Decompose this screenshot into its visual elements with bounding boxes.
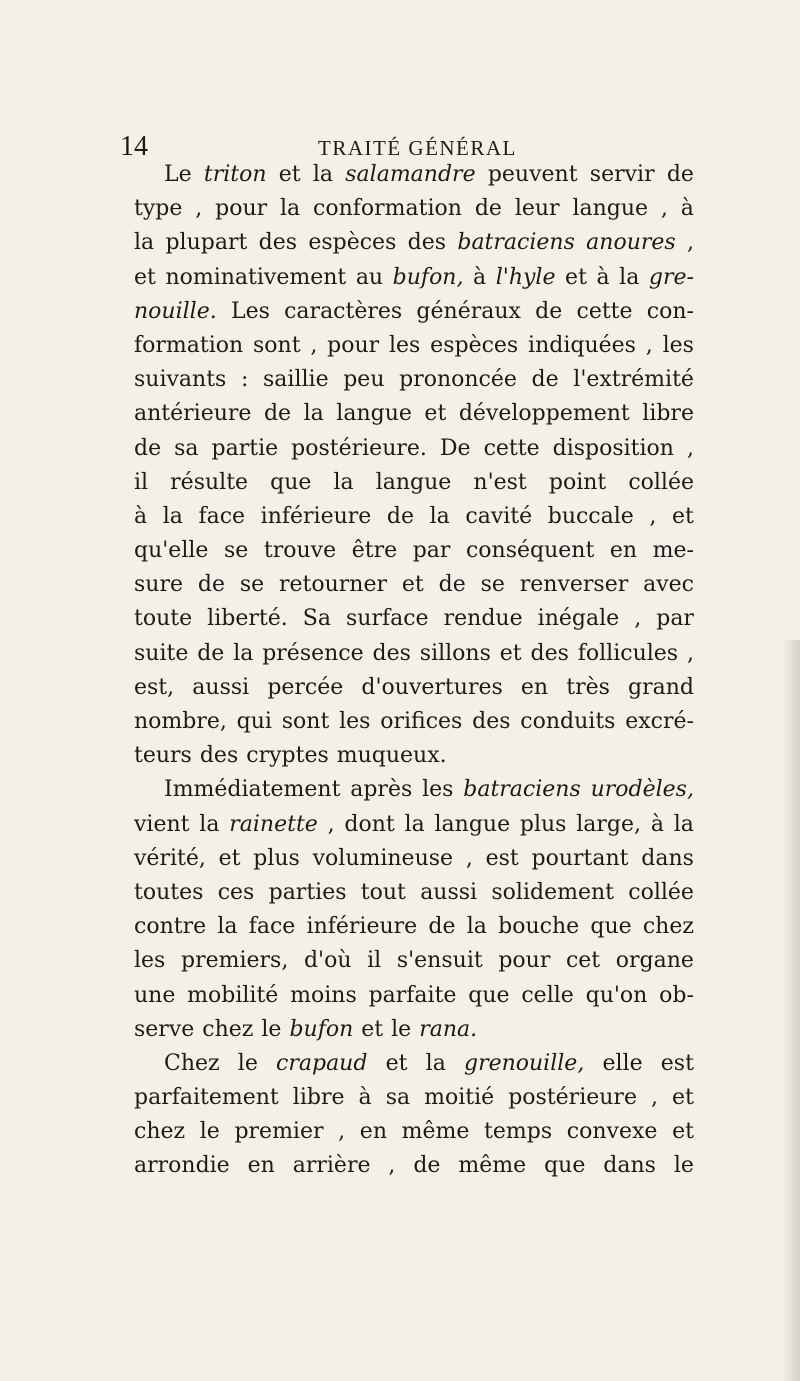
text-line-17 <box>134 705 694 739</box>
word: rana. <box>419 1016 478 1042</box>
word: des <box>407 230 447 256</box>
running-head: TRAITÉ GÉNÉRAL <box>318 136 517 160</box>
word: la <box>466 914 487 940</box>
word: se <box>224 538 249 564</box>
text-line-29 <box>134 1115 694 1149</box>
word: et <box>565 264 587 290</box>
word: , <box>195 196 203 222</box>
word: il <box>367 948 382 974</box>
text-line-21 <box>134 842 694 876</box>
word: chez <box>642 914 694 940</box>
word: et <box>361 1016 384 1042</box>
word: que <box>590 914 632 940</box>
word: temps <box>484 1119 553 1145</box>
word: une <box>134 982 176 1008</box>
word: conformation <box>313 196 462 222</box>
word: après <box>350 777 413 803</box>
word: : <box>240 367 249 393</box>
word: et <box>134 264 156 290</box>
word: pour <box>327 332 380 358</box>
word: et <box>672 1085 694 1111</box>
word: langue <box>336 401 412 427</box>
word: suite <box>134 640 189 666</box>
word: même <box>401 1119 470 1145</box>
word: le <box>673 1153 694 1179</box>
text-line-16 <box>134 671 694 705</box>
word: la <box>199 811 220 837</box>
word: , <box>388 1153 396 1179</box>
word: de <box>134 435 162 461</box>
word: les <box>422 777 454 803</box>
text-line-6 <box>134 329 694 363</box>
word: , <box>338 1119 346 1145</box>
word: parfaitement <box>134 1085 279 1111</box>
word: résulte <box>170 469 249 495</box>
word: tout <box>360 879 406 905</box>
word: caractères <box>284 298 403 324</box>
word: salamandre <box>345 162 476 187</box>
word: parties <box>268 879 347 905</box>
word: et <box>401 572 424 598</box>
word: sillons <box>419 640 491 666</box>
word: qui <box>236 709 272 734</box>
text-line-9 <box>134 432 694 466</box>
word: nombre, <box>134 709 227 734</box>
word: généraux <box>416 298 521 324</box>
word: de <box>535 298 563 324</box>
word: à <box>650 811 664 837</box>
word: cette <box>576 298 633 324</box>
text-line-12 <box>134 534 694 568</box>
word: et <box>385 1050 408 1076</box>
word: se <box>480 572 505 598</box>
word: sure <box>134 572 183 598</box>
word: la <box>425 1050 446 1076</box>
word: à <box>473 264 487 290</box>
word: , <box>645 332 653 358</box>
word: des <box>472 709 511 734</box>
word: mobilité <box>187 982 279 1008</box>
word: formation <box>134 332 244 358</box>
word: conséquent <box>465 538 595 564</box>
word: dans <box>641 845 694 871</box>
word: toute <box>134 606 193 632</box>
text-line-30 <box>134 1149 694 1183</box>
word: la <box>303 401 324 427</box>
word: pour <box>498 948 551 974</box>
word: postérieure <box>508 1085 637 1111</box>
word: buccale <box>547 503 634 529</box>
word: sa <box>174 435 199 461</box>
text-line-15 <box>134 637 694 671</box>
word: est <box>485 845 519 871</box>
word: de <box>531 367 559 393</box>
word: Les <box>230 298 270 324</box>
word: dans <box>603 1153 656 1179</box>
text-line-28 <box>134 1081 694 1115</box>
word: sont <box>253 332 301 358</box>
word: retourner <box>279 572 388 598</box>
word: antérieure <box>134 401 252 427</box>
word: à <box>134 503 148 529</box>
word: des <box>372 640 411 666</box>
word: l'hyle <box>495 264 556 290</box>
word: les <box>134 948 166 974</box>
word: liberté. <box>207 606 288 632</box>
word: collée <box>628 879 694 905</box>
word: la <box>429 503 450 529</box>
word: que <box>270 469 312 495</box>
text-line-23 <box>134 910 694 944</box>
word: postérieure. <box>291 435 427 461</box>
text-line-10 <box>134 466 694 500</box>
word: , <box>634 606 642 632</box>
word: grenouille, <box>463 1050 585 1076</box>
word: percée <box>267 674 344 700</box>
text-line-7 <box>134 363 694 397</box>
word: en <box>247 1153 275 1179</box>
word: orifices <box>380 709 463 734</box>
word: urodèles, <box>590 777 694 803</box>
word: d'ouvertures <box>361 674 503 700</box>
word: aussi <box>192 674 250 700</box>
text-line-11 <box>134 500 694 534</box>
word: cette <box>483 435 540 461</box>
word: le <box>199 1119 220 1145</box>
word: anoures <box>586 230 676 256</box>
word: de <box>413 1153 441 1179</box>
word: la <box>333 469 354 495</box>
word: chez <box>134 1119 186 1145</box>
word: , <box>660 196 668 222</box>
word: des <box>258 230 298 256</box>
word: à <box>680 196 694 222</box>
word: large, <box>576 811 642 837</box>
word: , <box>310 332 318 358</box>
word: la <box>233 640 254 666</box>
word: sa <box>385 1085 411 1111</box>
word: s'ensuit <box>396 948 483 974</box>
word: servir <box>589 162 655 187</box>
word: avec <box>643 572 694 598</box>
word: de <box>428 914 456 940</box>
word: en <box>359 1119 387 1145</box>
word: pour <box>215 196 268 222</box>
word: arrondie <box>134 1153 230 1179</box>
word: crapaud <box>276 1050 368 1076</box>
word: contre <box>134 914 207 940</box>
word: elle <box>602 1050 643 1076</box>
word: par <box>656 606 694 632</box>
word: plus <box>253 845 300 871</box>
word: se <box>239 572 265 598</box>
word: bouche <box>498 914 580 940</box>
word: en <box>609 538 638 564</box>
word: Sa <box>302 606 331 632</box>
word: langue <box>434 811 511 837</box>
word: parfaite <box>368 982 457 1008</box>
word: premier <box>234 1119 324 1145</box>
word: partie <box>211 435 279 461</box>
word: de <box>197 640 225 666</box>
word: la <box>404 811 425 837</box>
text-line-27 <box>134 1047 694 1081</box>
word: rainette <box>229 811 318 837</box>
word: , <box>687 230 694 256</box>
word: cavité <box>465 503 533 529</box>
word: inférieure <box>306 914 418 940</box>
word: par <box>412 538 451 564</box>
text-line-3 <box>134 226 694 260</box>
word: de <box>197 572 225 598</box>
text-line-8 <box>134 397 694 431</box>
word: présence <box>262 640 364 666</box>
word: et <box>424 401 447 427</box>
word: de <box>666 162 694 187</box>
word: serve <box>134 1016 195 1042</box>
word: en <box>520 674 549 700</box>
word: type <box>134 196 183 222</box>
word: aussi <box>420 879 478 905</box>
word: et <box>672 503 694 529</box>
word: collée <box>628 469 694 495</box>
word: bufon, <box>392 264 464 290</box>
word: plupart <box>165 230 248 256</box>
word: de <box>263 401 292 427</box>
word: même <box>458 1153 527 1179</box>
word: peu <box>343 367 385 393</box>
word: le <box>237 1050 258 1076</box>
word: trouve <box>263 538 337 564</box>
word: saillie <box>263 367 329 393</box>
word: des <box>530 640 569 666</box>
word: et <box>218 845 241 871</box>
word: peuvent <box>487 162 578 187</box>
word: , <box>327 811 335 837</box>
word: face <box>248 914 296 940</box>
word: d'où <box>303 948 352 974</box>
word: arrière <box>292 1153 371 1179</box>
word: toutes <box>134 879 204 905</box>
word: , <box>649 503 657 529</box>
word: Chez <box>164 1050 220 1076</box>
word: qu'elle <box>134 538 209 564</box>
word: les <box>662 332 694 358</box>
word: , <box>686 640 694 666</box>
word: est, <box>134 674 175 700</box>
word: leur <box>514 196 560 222</box>
text-line-13 <box>134 568 694 602</box>
word: développement <box>458 401 630 427</box>
word: chez <box>202 1016 254 1042</box>
word: de <box>386 503 415 529</box>
word: espèces <box>430 332 519 358</box>
word: excré- <box>625 709 694 734</box>
word: est <box>660 1050 694 1076</box>
text-line-14 <box>134 602 694 636</box>
scan-shadow-edge <box>782 640 800 1381</box>
word: follicules <box>577 640 679 666</box>
word: con- <box>646 298 694 324</box>
word: nouille. <box>134 298 217 324</box>
word: Immédiatement <box>164 777 341 803</box>
word: bufon <box>289 1016 354 1042</box>
word: volumineuse <box>312 845 454 871</box>
word: gre- <box>648 264 694 290</box>
text-line-2 <box>134 192 694 226</box>
word: qu'on <box>585 982 648 1008</box>
word: la <box>619 264 640 290</box>
word: triton <box>203 162 267 187</box>
word: et <box>499 640 522 666</box>
word: la <box>673 811 694 837</box>
word: au <box>355 264 384 290</box>
word: la <box>134 230 155 256</box>
word: vient <box>134 811 190 837</box>
body-text <box>134 158 694 1184</box>
word: que <box>468 982 510 1008</box>
word: , <box>651 1085 658 1111</box>
word: des <box>199 743 239 769</box>
word: ces <box>217 879 255 905</box>
word: me- <box>652 538 694 564</box>
text-line-26 <box>134 1013 694 1047</box>
word: à <box>358 1085 372 1111</box>
word: la <box>217 914 238 940</box>
text-line-18 <box>134 739 694 773</box>
word: surface <box>346 606 429 632</box>
word: prononcée <box>399 367 517 393</box>
word: langue <box>572 196 649 222</box>
word: muqueux. <box>336 743 447 769</box>
word: point <box>548 469 607 495</box>
text-line-19 <box>134 773 694 807</box>
word: l'extrémité <box>573 367 694 393</box>
word: les <box>339 709 371 734</box>
word: batraciens <box>457 230 575 256</box>
word: le <box>261 1016 282 1042</box>
word: de <box>474 196 502 222</box>
word: De <box>439 435 471 461</box>
word: rendue <box>443 606 523 632</box>
word: langue <box>375 469 452 495</box>
word: à <box>596 264 610 290</box>
word: très <box>566 674 610 700</box>
word: suivants <box>134 367 227 393</box>
word: conduits <box>520 709 616 734</box>
word: pourtant <box>531 845 629 871</box>
word: , <box>686 435 694 461</box>
word: celle <box>521 982 574 1008</box>
word: dont <box>344 811 395 837</box>
word: plus <box>519 811 567 837</box>
word: le <box>391 1016 412 1042</box>
word: il <box>134 469 149 495</box>
word: moitié <box>424 1085 495 1111</box>
word: vérité, <box>134 845 206 871</box>
word: les <box>389 332 421 358</box>
text-line-24 <box>134 944 694 978</box>
word: espèces <box>308 230 397 256</box>
word: de <box>438 572 466 598</box>
text-line-4 <box>134 261 694 295</box>
page-number: 14 <box>120 131 148 162</box>
text-line-25 <box>134 979 694 1013</box>
word: libre <box>642 401 694 427</box>
word: ob- <box>659 982 694 1008</box>
word: la <box>280 196 301 222</box>
word: inférieure <box>260 503 372 529</box>
word: nominativement <box>165 264 347 290</box>
text-line-1 <box>134 158 694 192</box>
word: indiquées <box>528 332 636 358</box>
word: disposition <box>552 435 674 461</box>
word: , <box>465 845 473 871</box>
word: Le <box>164 162 192 187</box>
word: n'est <box>473 469 527 495</box>
word: teurs <box>134 743 192 769</box>
word: et <box>672 1119 694 1145</box>
word: face <box>198 503 246 529</box>
word: premiers, <box>180 948 289 974</box>
word: sont <box>281 709 330 734</box>
word: la <box>162 503 183 529</box>
word: et <box>278 162 301 187</box>
text-line-22 <box>134 876 694 910</box>
word: être <box>351 538 398 564</box>
word: moins <box>290 982 357 1008</box>
word: grand <box>628 674 694 700</box>
word: la <box>312 162 334 187</box>
word: batraciens <box>463 777 581 803</box>
word: cryptes <box>246 743 329 769</box>
word: inégale <box>537 606 620 632</box>
text-line-20 <box>134 808 694 842</box>
word: solidement <box>491 879 614 905</box>
word: cet <box>565 948 601 974</box>
word: organe <box>615 948 694 974</box>
word: libre <box>292 1085 345 1111</box>
word: convexe <box>566 1119 658 1145</box>
word: renverser <box>519 572 629 598</box>
text-line-5 <box>134 295 694 329</box>
word: que <box>544 1153 586 1179</box>
